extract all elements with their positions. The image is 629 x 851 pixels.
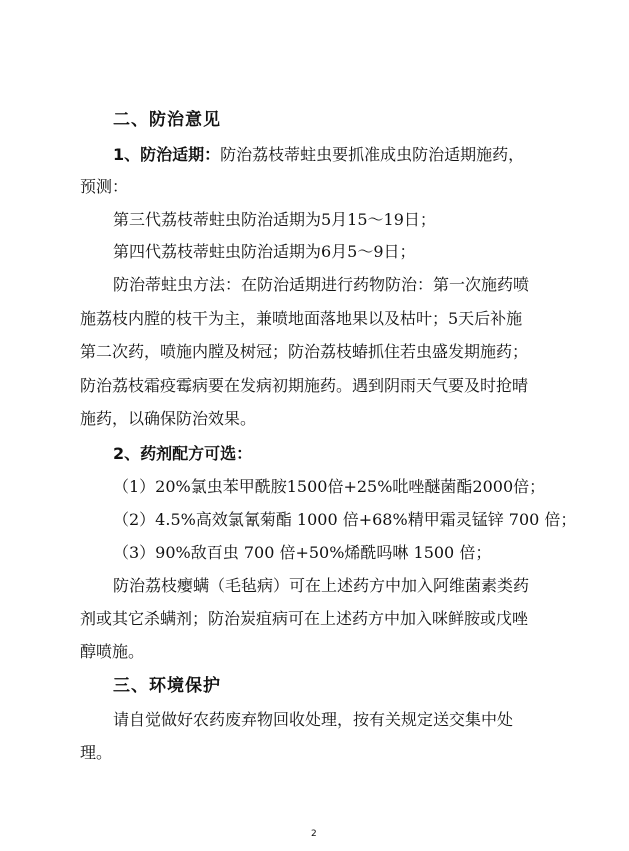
item-1-label: 1、防治适期： (113, 145, 221, 164)
gen4-period: 第四代荔枝蒂蛀虫防治适期为6月5～9日； (113, 242, 416, 261)
page-number: 2 (311, 829, 317, 839)
method-line: 施荔枝内膛的枝干为主，兼喷地面落地果以及枯叶；5天后补施 (80, 309, 523, 328)
method-line: 防治荔枝霜疫霉病要在发病初期施药。遇到阴雨天气要及时抢晴 (80, 376, 529, 395)
env-line: 理。 (80, 743, 113, 762)
formula-line: （1）20%氯虫苯甲酰胺1500倍+25%吡唑醚菌酯2000倍； (113, 477, 546, 496)
item-1-text: 防治荔枝蒂蛀虫要抓准成虫防治适期施药， (220, 145, 525, 164)
note-line: 剂或其它杀螨剂；防治炭疽病可在上述药方中加入咪鲜胺或戊唑 (80, 609, 529, 628)
note-line: 醇喷施。 (80, 642, 145, 661)
note-line: 防治荔枝瘿螨（毛毡病）可在上述药方中加入阿维菌素类药 (113, 576, 530, 595)
env-line: 请自觉做好农药废弃物回收处理，按有关规定送交集中处 (113, 710, 514, 729)
method-line: 施药，以确保防治效果。 (80, 409, 257, 428)
item-1-line-1 (113, 145, 524, 165)
method-line: 第二次药，喷施内膛及树冠；防治荔枝蝽抓住若虫盛发期施药； (80, 342, 529, 361)
section-2-heading: 二、防治意见 (113, 110, 221, 130)
item-1-line-2: 预测： (80, 177, 129, 196)
formula-line: （3）90%敌百虫 700 倍+50%烯酰吗啉 1500 倍； (113, 543, 492, 562)
gen3-period: 第三代荔枝蒂蛀虫防治适期为5月15～19日； (113, 210, 436, 229)
item-2-heading: 2、药剂配方可选： (113, 444, 253, 463)
section-3-heading: 三、环境保护 (113, 676, 221, 696)
formula-line: （2）4.5%高效氯氰菊酯 1000 倍+68%精甲霜灵锰锌 700 倍； (113, 510, 577, 529)
method-line: 防治蒂蛀虫方法：在防治适期进行药物防治：第一次施药喷 (113, 275, 530, 294)
